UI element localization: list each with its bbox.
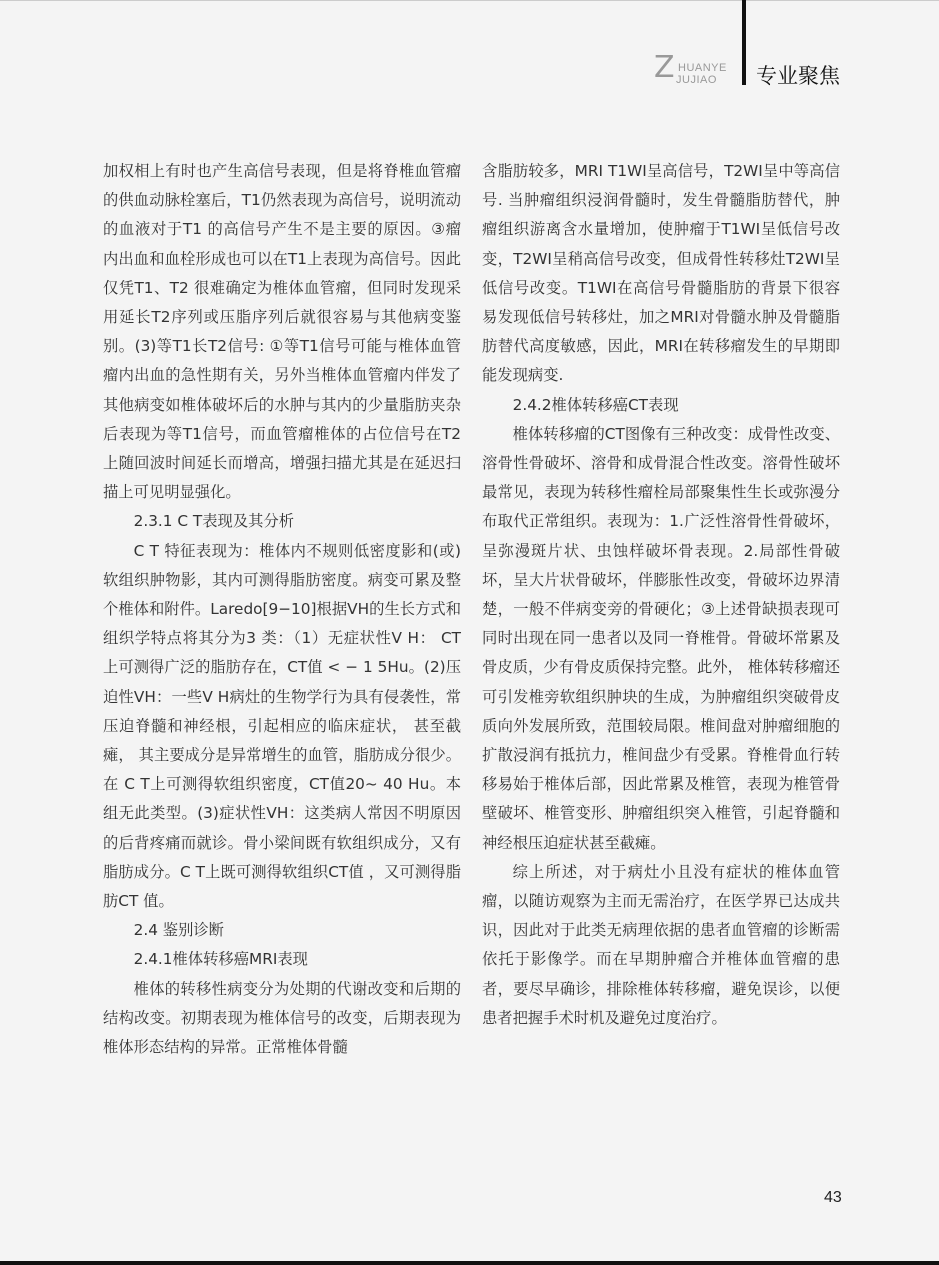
header-divider <box>742 0 746 85</box>
right-heading-1: 2.4.2椎体转移癌CT表现 <box>512 395 679 414</box>
brand-line1: HUANYE <box>678 62 727 74</box>
left-heading-2: 2.4 鉴别诊断 <box>133 921 224 940</box>
left-heading-1: 2.3.1 C T表现及其分析 <box>133 512 295 531</box>
right-paragraph-3: 综上所述，对于病灶小且没有症状的椎体血管瘤，以随访观察为主而无需治疗，在医学界已达成共识，因此对于此类无病理依据的患者血管瘤的诊断需依托于影像学。而在早期肿瘤合并椎体血管瘤的患者，要尽早确诊，排除椎体转移瘤，避免误诊，以便患者把握手术时机及避免过度治疗。 <box>482 862 840 1027</box>
top-border <box>0 0 939 1</box>
left-paragraph-2: C T 特征表现为：椎体内不规则低密度影和(或)软组织肿物影，其内可测得脂肪密度。病变可累及整个椎体和附件。Laredo[9−10]根据VH的生长方式和组织学特点将其分为3 类：（1）无症状性V H： CT上可测得广泛的脂肪存在，CT值 < − 1 5Hu。(2)压迫性VH：一些V H病灶的生物学行为具有侵袭性，常压迫脊髓和神经根，引起相应的临床症状， 甚至截瘫， 其主要成分是异常增生的血管，脂肪成分很少。在 C T上可测得软组织密度，CT值20~ 40 Hu。本组无此类型。(3)症状性VH：这类病人常因不明原因的后背疼痛而就诊。骨小梁间既有软组织成分，又有脂肪成分。C T上既可测得软组织CT值 ，又可测得脂肪CT 值。 <box>103 541 461 911</box>
brand-letter: Z <box>654 50 675 85</box>
right-paragraph-2: 椎体转移瘤的CT图像有三种改变：成骨性改变、溶骨性骨破坏、溶骨和成骨混合性改变。溶骨性破坏最常见，表现为转移性瘤栓局部聚集性生长或弥漫分布取代正常组织。表现为：1.广泛性溶骨性骨破坏，呈弥漫斑片状、虫蚀样破坏骨表现。2.局部性骨破坏，呈大片状骨破坏，伴膨胀性改变，骨破坏边界清楚，一般不伴病变旁的骨硬化；③上述骨缺损表现可同时出现在同一患者以及同一脊椎骨。骨破坏常累及骨皮质，少有骨皮质保持完整。此外， 椎体转移瘤还可引发椎旁软组织肿块的生成，为肿瘤组织突破骨皮质向外发展所致，范围较局限。椎间盘对肿瘤细胞的扩散浸润有抵抗力，椎间盘少有受累。脊椎骨血行转移易始于椎体后部，因此常累及椎管，表现为椎管骨壁破坏、椎管变形、肿瘤组织突入椎管，引起脊髓和神经根压迫症状甚至截瘫。 <box>482 424 840 852</box>
right-column <box>482 157 840 1033</box>
bottom-border <box>0 1261 939 1265</box>
brand-line2: JUJIAO <box>676 74 717 86</box>
right-paragraph-1: 含脂肪较多，MRI T1WI呈高信号，T2WI呈中等高信号. 当肿瘤组织浸润骨髓时，发生骨髓脂肪替代，肿瘤组织游离含水量增加，使肿瘤于T1WI呈低信号改变，T2WI呈稍高信号改变，但成骨性转移灶T2WI呈低信号改变。T1WI在高信号骨髓脂肪的背景下很容易发现低信号转移灶，加之MRI对骨髓水肿及骨髓脂肪替代高度敏感，因此，MRI在转移瘤发生的早期即能发现病变. <box>482 162 840 385</box>
section-title: 专业聚焦 <box>756 64 840 88</box>
left-paragraph-1: 加权相上有时也产生高信号表现，但是将脊椎血管瘤的供血动脉栓塞后，T1仍然表现为高信号，说明流动的血液对于T1 的高信号产生不是主要的原因。③瘤内出血和血栓形成也可以在T1上表现为高信号。因此仅凭T1、T2 很难确定为椎体血管瘤，但同时发现采用延长T2序列或压脂序列后就很容易与其他病变鉴别。(3)等T1长T2信号: ①等T1信号可能与椎体血管瘤内出血的急性期有关，另外当椎体血管瘤内伴发了其他病变如椎体破坏后的水肿与其内的少量脂肪夹杂后表现为等T1信号，而血管瘤椎体的占位信号在T2上随回波时间延长而增高，增强扫描尤其是在延迟扫描上可见明显强化。 <box>103 162 461 502</box>
left-heading-3: 2.4.1椎体转移癌MRI表现 <box>133 950 308 969</box>
left-paragraph-3: 椎体的转移性病变分为处期的代谢改变和后期的结构改变。初期表现为椎体信号的改变，后期表现为椎体形态结构的异常。正常椎体骨髓 <box>103 979 461 1057</box>
page-number: 43 <box>824 1189 842 1206</box>
left-column <box>103 157 461 1062</box>
